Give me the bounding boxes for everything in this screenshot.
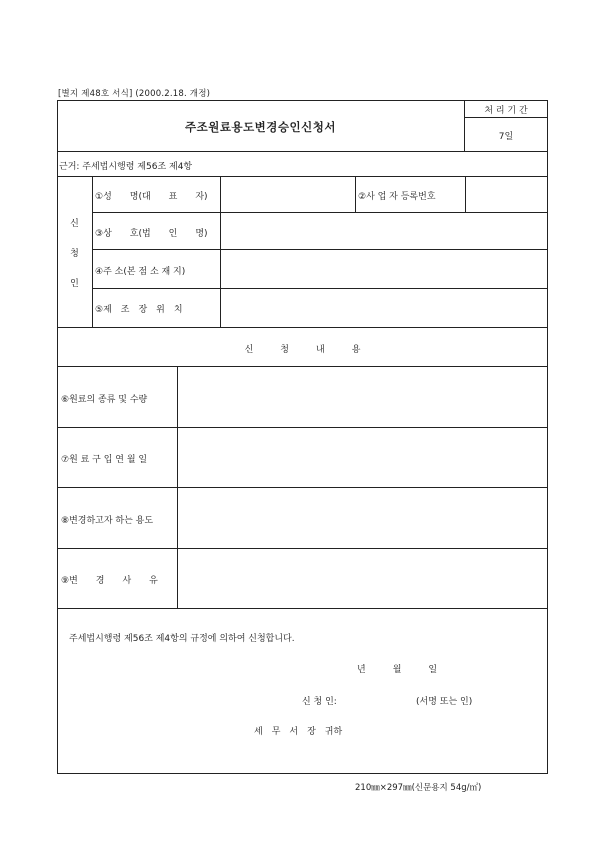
business-reg-label: ②사 업 자 등록번호 — [358, 192, 436, 202]
applicant-side-divider — [92, 176, 93, 327]
factory-location-label: ⑤제 조 장 위 치 — [95, 305, 183, 315]
legal-basis: 근거: 주세법시행령 제56조 제4항 — [59, 162, 193, 172]
declaration-statement: 주세법시행령 제56조 제4항의 규정에 의하여 신청합니다. — [69, 634, 295, 644]
address-label: ④주 소(본 점 소 재 지) — [95, 267, 186, 277]
signature-note: (서명 또는 인) — [416, 697, 473, 707]
applicant-bottom-rule — [57, 327, 548, 328]
purchase-date-label: ⑦원 료 구 입 연 월 일 — [61, 455, 148, 465]
applicant-row-rule-1 — [92, 212, 548, 213]
change-reason-label: ⑨변 경 사 유 — [61, 576, 158, 586]
raw-material-label: ⑥원료의 종류 및 수량 — [61, 395, 148, 405]
processing-period-label: 처 리 기 간 — [484, 106, 528, 116]
applicant-side-char-3: 인 — [70, 279, 79, 289]
applicant-label-divider — [220, 176, 221, 327]
basis-bottom-rule — [57, 176, 548, 177]
applicant-signature-line: 신 청 인: — [302, 697, 337, 707]
applicant-side-char-1: 신 — [70, 219, 79, 229]
content-row-rule-2 — [57, 487, 548, 488]
new-use-label: ⑧변경하고자 하는 용도 — [61, 516, 154, 526]
name-label: ①성 명(대 표 자) — [95, 192, 208, 202]
applicant-row-rule-3 — [92, 288, 548, 289]
bizreg-right-divider — [465, 176, 466, 212]
content-section-header: 신 청 내 용 — [244, 345, 361, 355]
period-divider — [464, 117, 548, 118]
content-row-rule-3 — [57, 548, 548, 549]
processing-period-value: 7일 — [498, 132, 514, 142]
recipient-line: 세 무 서 장 귀하 — [254, 727, 343, 737]
applicant-side-char-2: 청 — [70, 249, 79, 259]
bizreg-left-divider — [355, 176, 356, 212]
paper-spec: 210㎜×297㎜(신문용지 54g/㎡) — [355, 783, 482, 793]
title-bottom-rule — [57, 151, 548, 152]
applicant-row-rule-2 — [92, 249, 548, 250]
trade-name-label: ③상 호(법 인 명) — [95, 229, 208, 239]
form-number-note: [별지 제48호 서식] (2000.2.18. 개정) — [58, 89, 211, 99]
content-bottom-rule — [57, 608, 548, 609]
content-row-rule-1 — [57, 427, 548, 428]
content-header-rule — [57, 366, 548, 367]
form-title: 주조원료용도변경승인신청서 — [185, 120, 336, 134]
declaration-date: 년 월 일 — [357, 665, 438, 675]
content-label-divider — [177, 366, 178, 608]
